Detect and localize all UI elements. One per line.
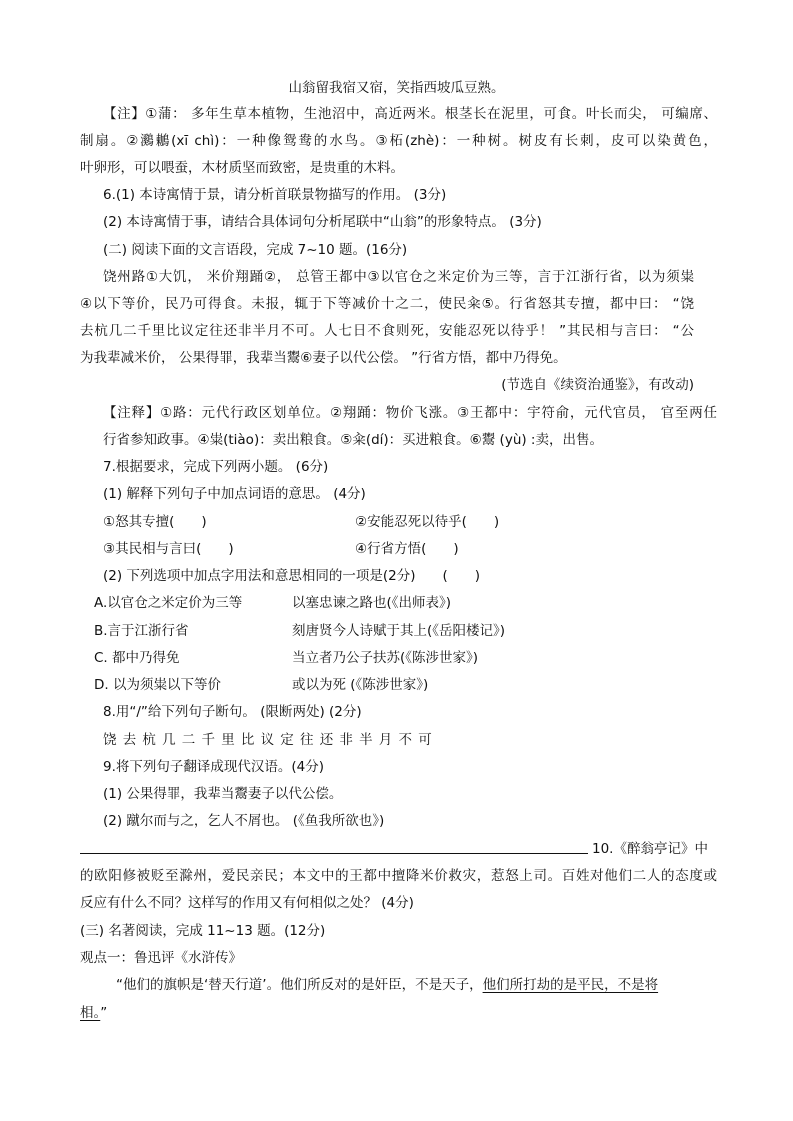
quote-text: “他们的旗帜是‘替天行道’。他们所反对的是奸臣，不是天子， [116, 977, 483, 993]
passage-line: 去杭几二千里比议定往还非半月不可。人七日不食则死，安能忍死以待乎！ ”其民相与言曰： “公 [80, 323, 694, 339]
option-right: 刻唐贤今人诗赋于其上(《岳阳楼记》) [292, 623, 506, 639]
question-7-sub2: (2) 下列选项中加点字用法和意思相同的一项是(2分) ( ) [103, 568, 481, 584]
question-6-2: (2) 本诗寓情于事，请结合具体词句分析尾联中“山翁”的形象特点。 (3分) [103, 214, 542, 230]
question-10-head: 10.《醉翁亭记》中 [592, 841, 708, 857]
option-right: 当立者乃公子扶苏(《陈涉世家》) [292, 650, 479, 666]
answer-blank-item: ①怒其专擅( ) [103, 514, 207, 530]
question-7-sub1: (1) 解释下列句子中加点词语的意思。 (4分) [103, 486, 366, 502]
option-left: B.言于江浙行省 [94, 623, 189, 639]
option-right: 以塞忠谏之路也(《出师表》) [292, 595, 452, 611]
option-left: C. 都中乃得免 [94, 650, 180, 666]
quote-line [116, 975, 658, 995]
question-6-1: 6.(1) 本诗寓情于景，请分析首联景物描写的作用。 (3分) [103, 187, 447, 203]
quote-underlined: 他们所打劫的是平民，不是将 [482, 977, 659, 993]
poem-last-line: 山翁留我宿又宿，笑指西坡瓜豆熟。 [288, 80, 505, 96]
passage-source: (节选自《续资治通鉴》，有改动) [501, 377, 694, 393]
note-line: 叶卵形，可以喂蚕，木材质坚而致密，是贵重的木料。 [80, 160, 404, 176]
question-9-title: 9.将下列句子翻译成现代汉语。(4分) [103, 759, 325, 775]
question-7-title: 7.根据要求，完成下列两小题。 (6分) [103, 459, 329, 475]
answer-blank-item: ③其民相与言曰( ) [103, 541, 234, 557]
question-9-sentence: (1) 公果得罪，我辈当鬻妻子以代公偿。 [103, 786, 343, 802]
answer-blank-item: ②安能忍死以待乎( ) [355, 514, 500, 530]
passage-line: 为我辈减米价， 公果得罪，我辈当鬻⑥妻子以代公偿。 ”行省方悟，都中乃得免。 [80, 350, 567, 366]
quote-text: ” [100, 1005, 108, 1021]
passage-line: 饶州路①大饥， 米价翔踊②， 总管王都中③以官仓之米定价为三等，言于江浙行省，以为须粜 [103, 269, 694, 285]
annotation-line: 行省参知政事。④粜(tiào)：卖出粮食。⑤籴(dí)：买进粮食。⑥鬻 (yù) :卖，出售。 [103, 432, 603, 448]
question-10-line: 的欧阳修被贬至滁州，爱民亲民；本文中的王都中擅降米价救灾，惹怒上司。百姓对他们二人的态度或 [80, 868, 717, 884]
option-left: A.以官仓之米定价为三等 [94, 595, 243, 611]
option-left: D. 以为须粜以下等价 [94, 677, 221, 693]
question-9-sentence: (2) 蹴尔而与之，乞人不屑也。 (《鱼我所欲也》) [103, 813, 385, 829]
annotation-line: 【注释】①路：元代行政区划单位。②翔踊：物价飞涨。③王都中：宇符俞，元代官员， 官至两任 [103, 405, 717, 421]
quote-underlined: 相。 [80, 1005, 101, 1021]
viewpoint-title: 观点一：鲁迅评《水浒传》 [80, 950, 242, 966]
question-8-sentence: 饶去杭几二千里比议定往还非半月不可 [103, 732, 438, 748]
quote-line [80, 1003, 107, 1023]
section-3-title: (三) 名著阅读，完成 11~13 题。(12分) [80, 923, 326, 939]
note-line: 【注】①蒲： 多年生草本植物，生池沼中，高近两米。根茎长在泥里，可食。叶长而尖， 可编席、 [103, 106, 717, 122]
section-2-title: (二) 阅读下面的文言语段，完成 7~10 题。(16分) [103, 242, 408, 258]
question-10-line: 反应有什么不同？这样写的作用又有何相似之处？ (4分) [80, 895, 414, 911]
question-8-title: 8.用“/”给下列句子断句。 (限断两处) (2分) [103, 704, 362, 720]
passage-line: ④以下等价，民乃可得食。未报，辄于下等减价十之二，使民籴⑤。行省怒其专擅，都中曰： “饶 [80, 296, 694, 312]
fill-in-line [80, 853, 588, 854]
note-line: 制扇。②鸂鶒(xī chì)：一种像鸳鸯的水鸟。③柘(zhè)：一种树。树皮有长刺，皮可以染黄色， [80, 133, 717, 149]
answer-blank-item: ④行省方悟( ) [355, 541, 459, 557]
option-right: 或以为死 (《陈涉世家》) [292, 677, 429, 693]
